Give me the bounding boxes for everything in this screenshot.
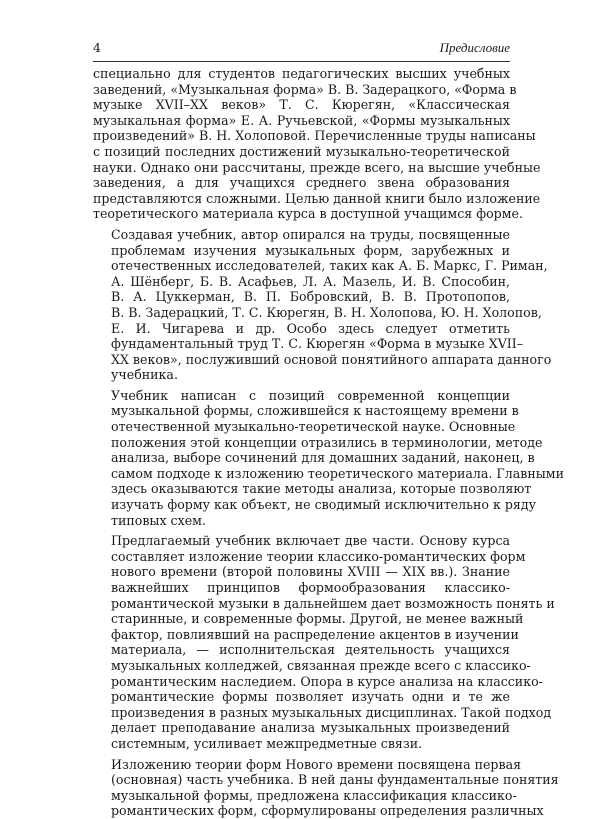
text-line: составляет изложение теории классико-романтических форм: [111, 548, 526, 564]
paragraph: [93, 756, 559, 819]
header-rule: [93, 61, 510, 62]
text-line: изучать форму как объект, не сводимый исключительно к ряду: [111, 497, 537, 513]
text-line: анализа, выборе сочинений для домашних заданий, наконец, в: [111, 450, 535, 466]
text-line: типовых схем.: [111, 512, 206, 528]
text-line: романтической музыки в дальнейшем дает возможность понять и: [111, 595, 555, 611]
running-title: Предисловие: [439, 40, 510, 55]
text-line: произведения в разных музыкальных дисциплинах. Такой подход: [111, 704, 552, 720]
text-line: проблемам изучения музыкальных форм, зарубежных и: [111, 242, 510, 258]
body-text: [93, 66, 564, 819]
text-line: музыке XVII–XX веков» Т. С. Кюрегян, «Классическая: [93, 97, 510, 113]
text-line: Изложению теории форм Нового времени посвящена первая: [111, 756, 522, 772]
text-line: романтическим наследием. Опора в курсе анализа на классико-: [111, 673, 543, 689]
text-line: фактор, повлиявший на распределение акцентов в изучении: [111, 626, 519, 642]
text-line: отечественных исследователей, таких как А. Б. Маркс, Г. Риман,: [111, 258, 548, 274]
paragraph: [93, 533, 555, 751]
text-line: важнейших принципов формообразования классико-: [111, 580, 510, 595]
text-line: Учебник написан с позиций современной концепции: [111, 387, 510, 403]
text-line: фундаментальный труд Т. С. Кюрегян «Форма в музыке XVII–: [111, 336, 524, 352]
text-line: самом подходе к изложению теоретического материала. Главными: [111, 465, 564, 481]
text-line: Предлагаемый учебник включает две части. Основу курса: [111, 533, 510, 549]
text-line: системным, усиливает межпредметные связи.: [111, 735, 423, 751]
text-line: заведения, а для учащихся среднего звена образования: [93, 175, 510, 191]
text-line: XX веков», послуживший основой понятийного аппарата данного: [111, 351, 552, 367]
paragraph: [93, 66, 541, 222]
text-line: В. В. Задерацкий, Т. С. Кюрегян, В. Н. Холопова, Ю. Н. Холопов,: [111, 304, 542, 320]
text-line: романтические формы позволяет изучать одни и те же: [111, 689, 510, 705]
text-line: нового времени (второй половины XVIII — XIX вв.). Знание: [111, 564, 510, 580]
text-line: Создавая учебник, автор опирался на труды, посвященные: [111, 226, 510, 242]
text-line: материала, — исполнительская деятельность учащихся: [111, 642, 510, 658]
text-line: (основная) часть учебника. В ней даны фундаментальные понятия: [111, 772, 559, 788]
text-line: заведений, «Музыкальная форма» В. В. Задерацкого, «Форма в: [93, 81, 517, 97]
text-line: А. Шёнберг, Б. В. Асафьев, Л. А. Мазель, И. В. Способин,: [111, 273, 510, 289]
paragraph: [93, 226, 552, 383]
text-line: с позиций последних достижений музыкально-теоретической: [93, 143, 510, 159]
text-line: специально для студентов педагогических высших учебных: [93, 66, 510, 81]
text-line: отечественной музыкально-теоретической науке. Основные: [111, 419, 516, 435]
text-line: музыкальных колледжей, связанная прежде всего с классико-: [111, 657, 531, 673]
text-line: Е. И. Чигарева и др. Особо здесь следует отметить: [111, 320, 510, 336]
text-line: музыкальной формы, сложившейся к настоящему времени в: [111, 403, 519, 419]
page-number: 4: [93, 40, 101, 55]
text-line: В. А. Цуккерман, В. П. Бобровский, В. В. Протопопов,: [111, 289, 510, 305]
text-line: представляются сложными. Целью данной книги было изложение: [93, 190, 541, 206]
text-line: произведений» В. Н. Холоповой. Перечисленные труды написаны: [93, 128, 536, 144]
text-line: науки. Однако они рассчитаны, прежде всего, на высшие учебные: [93, 159, 541, 175]
paragraph: [93, 387, 564, 528]
text-line: музыкальной формы, предложена классификация классико-: [111, 787, 517, 803]
page-header: [93, 40, 510, 62]
text-line: романтических форм, сформулированы определения различных: [111, 803, 544, 819]
text-line: здесь оказываются такие методы анализа, которые позволяют: [111, 481, 532, 497]
text-line: старинные, и современные формы. Другой, не менее важный: [111, 611, 524, 627]
text-line: теоретического материала курса в доступной учащимся форме.: [93, 206, 523, 222]
text-line: музыкальная форма» Е. А. Ручьевской, «Формы музыкальных: [93, 112, 510, 128]
text-line: делает преподавание анализа музыкальных произведений: [111, 720, 510, 736]
text-line: учебника.: [111, 367, 178, 383]
text-line: положения этой концепции отразились в терминологии, методе: [111, 434, 543, 450]
